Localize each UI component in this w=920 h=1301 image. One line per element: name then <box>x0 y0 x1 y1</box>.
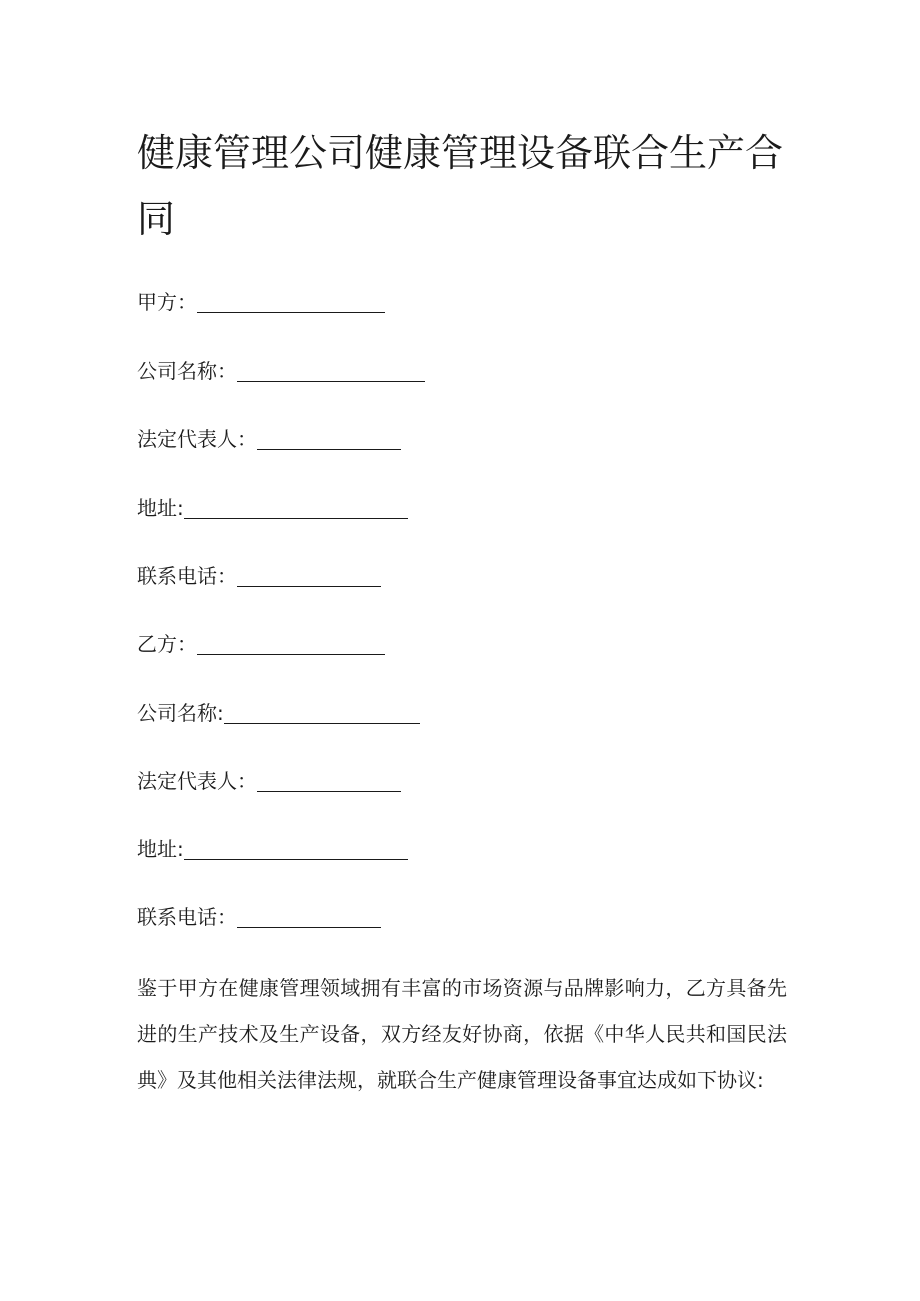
field-label: 地址: <box>137 496 184 520</box>
fill-in-blank[interactable] <box>197 634 385 655</box>
fill-in-blank[interactable] <box>184 839 408 860</box>
fill-in-blank[interactable] <box>237 361 425 382</box>
fill-in-blank[interactable] <box>257 429 401 450</box>
field-label: 法定代表人： <box>137 769 257 793</box>
fill-in-blank[interactable] <box>184 498 408 519</box>
intro-paragraph: 鉴于甲方在健康管理领域拥有丰富的市场资源与品牌影响力，乙方具备先进的生产技术及生产设备，双方经友好协商，依据《中华人民共和国民法典》及其他相关法律法规，就联合生产健康管理设备事宜达成如下协议: <box>137 976 787 1092</box>
party-a-phone-field <box>137 562 381 590</box>
field-label: 地址: <box>137 837 184 861</box>
fill-in-blank[interactable] <box>237 566 381 587</box>
fill-in-blank[interactable] <box>197 292 385 313</box>
party-a-company-name-field <box>137 357 425 385</box>
party-a-field <box>137 288 385 316</box>
party-a-legal-rep-field <box>137 425 401 453</box>
fill-in-blank[interactable] <box>224 703 420 724</box>
field-label: 乙方： <box>137 632 197 656</box>
field-label: 甲方： <box>137 290 197 314</box>
field-label: 联系电话： <box>137 905 237 929</box>
party-b-phone-field <box>137 903 381 931</box>
party-b-company-name-field <box>137 699 420 727</box>
field-label: 法定代表人： <box>137 427 257 451</box>
field-label: 公司名称： <box>137 359 237 383</box>
party-a-address-field <box>137 494 408 522</box>
fill-in-blank[interactable] <box>237 907 381 928</box>
field-label: 联系电话： <box>137 564 237 588</box>
field-label: 公司名称: <box>137 701 224 725</box>
fill-in-blank[interactable] <box>257 771 401 792</box>
party-b-address-field <box>137 835 408 863</box>
party-b-field <box>137 630 385 658</box>
document-title: 健康管理公司健康管理设备联合生产合同 <box>137 131 784 241</box>
party-b-legal-rep-field <box>137 767 401 795</box>
